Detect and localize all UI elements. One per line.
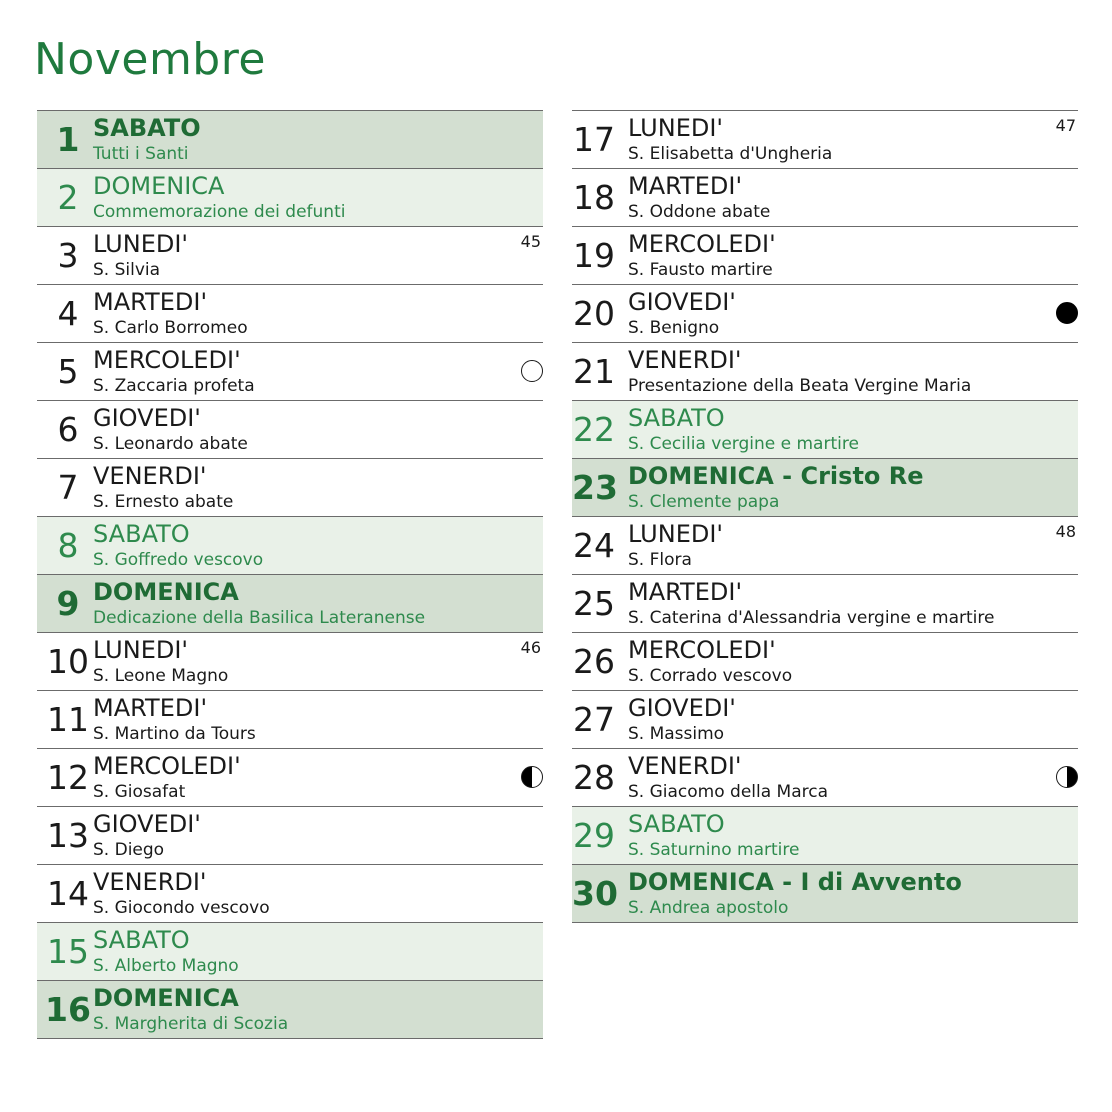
day-number: 23 — [572, 468, 618, 507]
day-row — [37, 226, 543, 284]
saint-name: S. Giosafat — [93, 782, 186, 802]
day-row — [37, 110, 543, 168]
saint-name: S. Carlo Borromeo — [93, 318, 248, 338]
calendar-column-right — [572, 110, 1078, 923]
day-row — [37, 516, 543, 574]
day-number: 29 — [573, 816, 615, 855]
saint-name: S. Massimo — [628, 724, 725, 744]
saint-name: S. Caterina d'Alessandria vergine e martire — [628, 608, 995, 628]
day-row — [572, 168, 1078, 226]
full-moon-icon — [521, 360, 543, 382]
weekday-name: DOMENICA - I di Avvento — [628, 868, 962, 896]
day-number: 4 — [57, 294, 79, 333]
saint-name: S. Giacomo della Marca — [628, 782, 829, 802]
weekday-name: SABATO — [628, 810, 725, 838]
month-title: Novembre — [34, 34, 266, 85]
saint-name: S. Elisabetta d'Ungheria — [628, 144, 833, 164]
day-row — [572, 864, 1078, 923]
day-row — [37, 284, 543, 342]
weekday-name: SABATO — [93, 926, 190, 954]
saint-name: Presentazione della Beata Vergine Maria — [628, 376, 972, 396]
day-number: 11 — [47, 700, 89, 739]
day-row — [37, 574, 543, 632]
day-number: 3 — [57, 236, 79, 275]
day-row — [572, 284, 1078, 342]
weekday-name: VENERDI' — [628, 752, 742, 780]
day-number: 30 — [572, 874, 618, 913]
weekday-name: MERCOLEDI' — [628, 230, 776, 258]
day-row — [572, 748, 1078, 806]
saint-name: S. Martino da Tours — [93, 724, 256, 744]
day-row — [572, 516, 1078, 574]
weekday-name: SABATO — [93, 114, 201, 142]
week-number: 48 — [1055, 522, 1076, 541]
saint-name: S. Flora — [628, 550, 692, 570]
week-number: 46 — [520, 638, 541, 657]
weekday-name: LUNEDI' — [628, 114, 724, 142]
weekday-name: MARTEDI' — [628, 578, 743, 606]
day-row — [37, 168, 543, 226]
saint-name: S. Clemente papa — [628, 492, 780, 512]
saint-name: S. Fausto martire — [628, 260, 773, 280]
day-number: 25 — [573, 584, 615, 623]
day-row — [572, 574, 1078, 632]
day-row — [572, 806, 1078, 864]
day-row — [572, 690, 1078, 748]
day-row — [572, 110, 1078, 168]
day-number: 9 — [56, 584, 80, 623]
weekday-name: SABATO — [93, 520, 190, 548]
weekday-name: DOMENICA — [93, 578, 239, 606]
saint-name: S. Leone Magno — [93, 666, 229, 686]
saint-name: Dedicazione della Basilica Lateranense — [93, 608, 426, 628]
day-number: 8 — [57, 526, 79, 565]
day-number: 13 — [47, 816, 89, 855]
day-row — [37, 690, 543, 748]
day-row — [37, 632, 543, 690]
saint-name: Commemorazione dei defunti — [93, 202, 346, 222]
day-row — [37, 864, 543, 922]
weekday-name: VENERDI' — [93, 868, 207, 896]
day-number: 12 — [47, 758, 89, 797]
day-number: 24 — [573, 526, 615, 565]
saint-name: S. Ernesto abate — [93, 492, 234, 512]
day-row — [37, 342, 543, 400]
day-number: 27 — [573, 700, 615, 739]
saint-name: S. Alberto Magno — [93, 956, 239, 976]
day-number: 19 — [573, 236, 615, 275]
day-row — [37, 400, 543, 458]
saint-name: S. Margherita di Scozia — [93, 1014, 289, 1034]
saint-name: S. Cecilia vergine e martire — [628, 434, 859, 454]
first-quarter-moon-icon — [521, 766, 543, 788]
week-number: 47 — [1055, 116, 1076, 135]
day-row — [37, 458, 543, 516]
day-number: 15 — [47, 932, 89, 971]
saint-name: S. Silvia — [93, 260, 161, 280]
saint-name: S. Zaccaria profeta — [93, 376, 255, 396]
day-row — [572, 632, 1078, 690]
day-row — [37, 922, 543, 980]
weekday-name: GIOVEDI' — [628, 288, 736, 316]
last-quarter-moon-icon — [1056, 766, 1078, 788]
saint-name: S. Goffredo vescovo — [93, 550, 264, 570]
saint-name: S. Corrado vescovo — [628, 666, 793, 686]
day-number: 1 — [56, 120, 80, 159]
day-number: 14 — [47, 874, 89, 913]
day-number: 28 — [573, 758, 615, 797]
day-number: 6 — [57, 410, 79, 449]
day-number: 2 — [57, 178, 79, 217]
saint-name: S. Leonardo abate — [93, 434, 248, 454]
weekday-name: GIOVEDI' — [93, 810, 201, 838]
saint-name: S. Andrea apostolo — [628, 898, 789, 918]
day-number: 5 — [57, 352, 79, 391]
weekday-name: LUNEDI' — [93, 230, 189, 258]
day-number: 21 — [573, 352, 615, 391]
weekday-name: LUNEDI' — [628, 520, 724, 548]
weekday-name: DOMENICA - Cristo Re — [628, 462, 924, 490]
day-number: 26 — [573, 642, 615, 681]
day-row — [572, 458, 1078, 516]
saint-name: S. Giocondo vescovo — [93, 898, 270, 918]
day-number: 10 — [47, 642, 89, 681]
week-number: 45 — [520, 232, 541, 251]
day-row — [37, 748, 543, 806]
day-row — [572, 226, 1078, 284]
weekday-name: MARTEDI' — [628, 172, 743, 200]
saint-name: S. Diego — [93, 840, 165, 860]
saint-name: S. Saturnino martire — [628, 840, 800, 860]
day-row — [572, 400, 1078, 458]
calendar-column-left — [37, 110, 543, 1039]
weekday-name: DOMENICA — [93, 984, 239, 1012]
day-number: 20 — [573, 294, 615, 333]
weekday-name: MARTEDI' — [93, 694, 208, 722]
weekday-name: GIOVEDI' — [628, 694, 736, 722]
weekday-name: GIOVEDI' — [93, 404, 201, 432]
saint-name: S. Benigno — [628, 318, 720, 338]
day-number: 16 — [45, 990, 91, 1029]
weekday-name: MERCOLEDI' — [93, 752, 241, 780]
weekday-name: MERCOLEDI' — [93, 346, 241, 374]
saint-name: Tutti i Santi — [93, 144, 189, 164]
day-number: 18 — [573, 178, 615, 217]
weekday-name: SABATO — [628, 404, 725, 432]
day-row — [37, 806, 543, 864]
weekday-name: MERCOLEDI' — [628, 636, 776, 664]
day-number: 17 — [573, 120, 615, 159]
day-number: 22 — [573, 410, 615, 449]
day-row — [37, 980, 543, 1039]
weekday-name: VENERDI' — [628, 346, 742, 374]
day-number: 7 — [57, 468, 79, 507]
weekday-name: MARTEDI' — [93, 288, 208, 316]
new-moon-icon — [1056, 302, 1078, 324]
weekday-name: DOMENICA — [93, 172, 225, 200]
weekday-name: VENERDI' — [93, 462, 207, 490]
weekday-name: LUNEDI' — [93, 636, 189, 664]
day-row — [572, 342, 1078, 400]
saint-name: S. Oddone abate — [628, 202, 771, 222]
